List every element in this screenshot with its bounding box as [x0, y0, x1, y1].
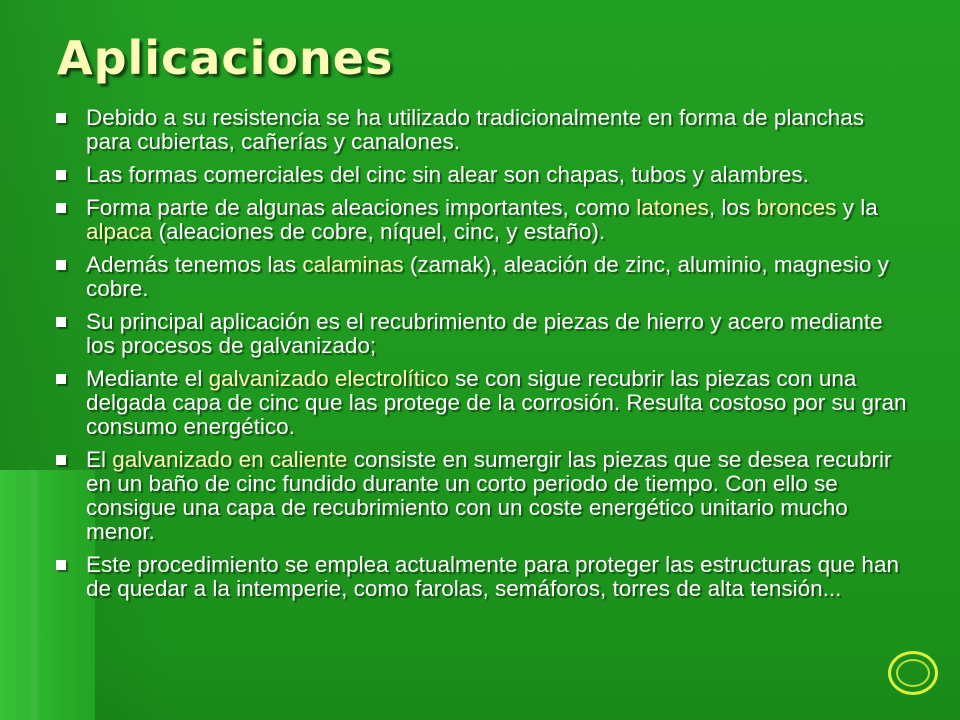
bullet-text: Forma parte de algunas aleaciones importantes, como — [86, 195, 637, 220]
square-bullet-icon — [56, 260, 66, 270]
ring-inner-icon — [896, 659, 930, 687]
bullet-item — [52, 367, 912, 439]
bullet-text: consiste en sumergir las piezas que se desea recubrir en un baño de cinc fundido durante un corto periodo de tiempo. Con ello se consigue una capa de recubrimiento con un coste energético unitario mucho menor. — [86, 447, 892, 544]
bullet-item — [52, 310, 912, 358]
highlighted-term: alpaca — [86, 219, 153, 244]
bullet-text: y la — [836, 195, 878, 220]
bullet-item — [52, 163, 912, 187]
bullet-text: Debido a su resistencia se ha utilizado tradicionalmente en forma de planchas para cubiertas, cañerías y canalones. — [86, 105, 864, 154]
bullet-list — [52, 106, 912, 610]
square-bullet-icon — [56, 203, 66, 213]
square-bullet-icon — [56, 455, 66, 465]
bullet-item — [52, 253, 912, 301]
decorative-bottom-band — [95, 640, 960, 720]
square-bullet-icon — [56, 113, 66, 123]
bullet-text: (zamak), aleación de zinc, aluminio, magnesio y cobre. — [86, 252, 889, 301]
bullet-item — [52, 553, 912, 601]
highlighted-term: bronces — [756, 195, 837, 220]
ring-action-button-icon[interactable] — [888, 651, 938, 695]
bullet-text: Este procedimiento se emplea actualmente para proteger las estructuras que han de quedar a la intemperie, como farolas, semáforos, torres de alta tensión... — [86, 552, 899, 601]
square-bullet-icon — [56, 374, 66, 384]
slide-title: Aplicaciones — [57, 31, 394, 85]
bullet-text: Además tenemos las — [86, 252, 303, 277]
bullet-text: Su principal aplicación es el recubrimiento de piezas de hierro y acero mediante los procesos de galvanizado; — [86, 309, 883, 358]
bullet-text: El — [86, 447, 113, 472]
square-bullet-icon — [56, 170, 66, 180]
highlighted-term: calaminas — [302, 252, 404, 277]
bullet-text: Las formas comerciales del cinc sin alear son chapas, tubos y alambres. — [86, 162, 809, 187]
bullet-item — [52, 196, 912, 244]
bullet-text: , los — [708, 195, 757, 220]
decorative-left-stripe — [30, 470, 38, 720]
square-bullet-icon — [56, 560, 66, 570]
bullet-item — [52, 106, 912, 154]
square-bullet-icon — [56, 317, 66, 327]
bullet-item — [52, 448, 912, 544]
bullet-text: (aleaciones de cobre, níquel, cinc, y estaño). — [152, 219, 606, 244]
highlighted-term: latones — [636, 195, 709, 220]
highlighted-term: galvanizado electrolítico — [208, 366, 449, 391]
bullet-text: se con sigue recubrir las piezas con una delgada capa de cinc que las protege de la corrosión. Resulta costoso por su gran consumo energético. — [86, 366, 907, 439]
highlighted-term: galvanizado en caliente — [112, 447, 348, 472]
bullet-text: Mediante el — [86, 366, 209, 391]
